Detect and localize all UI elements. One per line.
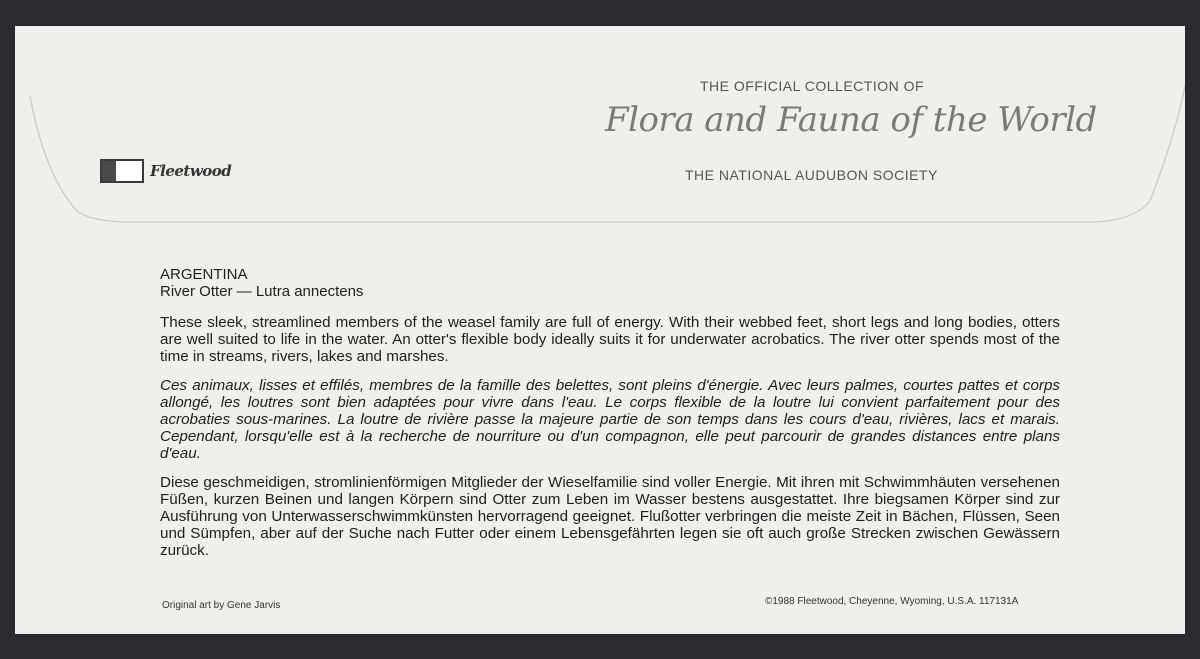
fleetwood-logo-text: Fleetwood xyxy=(150,162,232,180)
country-name: ARGENTINA xyxy=(160,266,248,283)
official-collection-text: THE OFFICIAL COLLECTION OF xyxy=(700,78,925,94)
society-name: THE NATIONAL AUDUBON SOCIETY xyxy=(685,167,938,183)
fleetwood-logo xyxy=(100,159,231,183)
collection-title: Flora and Fauna of the World xyxy=(605,100,1097,140)
species-name: River Otter — Lutra annectens xyxy=(160,283,364,300)
description-block xyxy=(160,266,1060,571)
art-credit: Original art by Gene Jarvis xyxy=(162,600,281,611)
envelope-back xyxy=(15,26,1185,634)
german-description: Diese geschmeidigen, stromlinienförmigen Mitglieder der Wieselfamilie sind voller Energie. Mit ihren mit Schwimmhäuten versehenen Füßen, kurzen Beinen und langen Körpern sind Otter zum Leben im Wasser bestens ausgestattet. Ihre biegsamen Körper sind zur Ausführung von Unterwasserschwimmkünsten hervorragend geeignet. Flußotter verbringen die meiste Zeit in Bächen, Flüssen, Seen und Sümpfen, aber auf der Suche nach Futter oder einem Lebensgefährten legen sie oft auch große Strecken zwischen Gewässern zurück. xyxy=(160,474,1060,559)
english-description: These sleek, streamlined members of the weasel family are full of energy. With their webbed feet, short legs and long bodies, otters are well suited to life in the water. An otter's flexible body ideally suits it for underwater acrobatics. The river otter spends most of the time in streams, rivers, lakes and marshes. xyxy=(160,314,1060,365)
french-description: Ces animaux, lisses et effilés, membres de la famille des belettes, sont pleins d'énergie. Avec leurs palmes, courtes pattes et corps allongé, les loutres sont bien adaptées pour vivre dans l'eau. Le corps flexible de la loutre lui convient parfaitement pour des acrobaties sous-marines. La loutre de rivière passe la majeure partie de son temps dans les cours d'eau, rivières, lacs et marais. Cependant, lorsqu'elle est à la recherche de nourriture ou d'un compagnon, elle peut parcourir de grandes distances entre plans d'eau. xyxy=(160,377,1060,462)
copyright-notice: ©1988 Fleetwood, Cheyenne, Wyoming, U.S.A. 117131A xyxy=(765,596,1019,607)
fleetwood-logo-mark xyxy=(100,159,144,183)
